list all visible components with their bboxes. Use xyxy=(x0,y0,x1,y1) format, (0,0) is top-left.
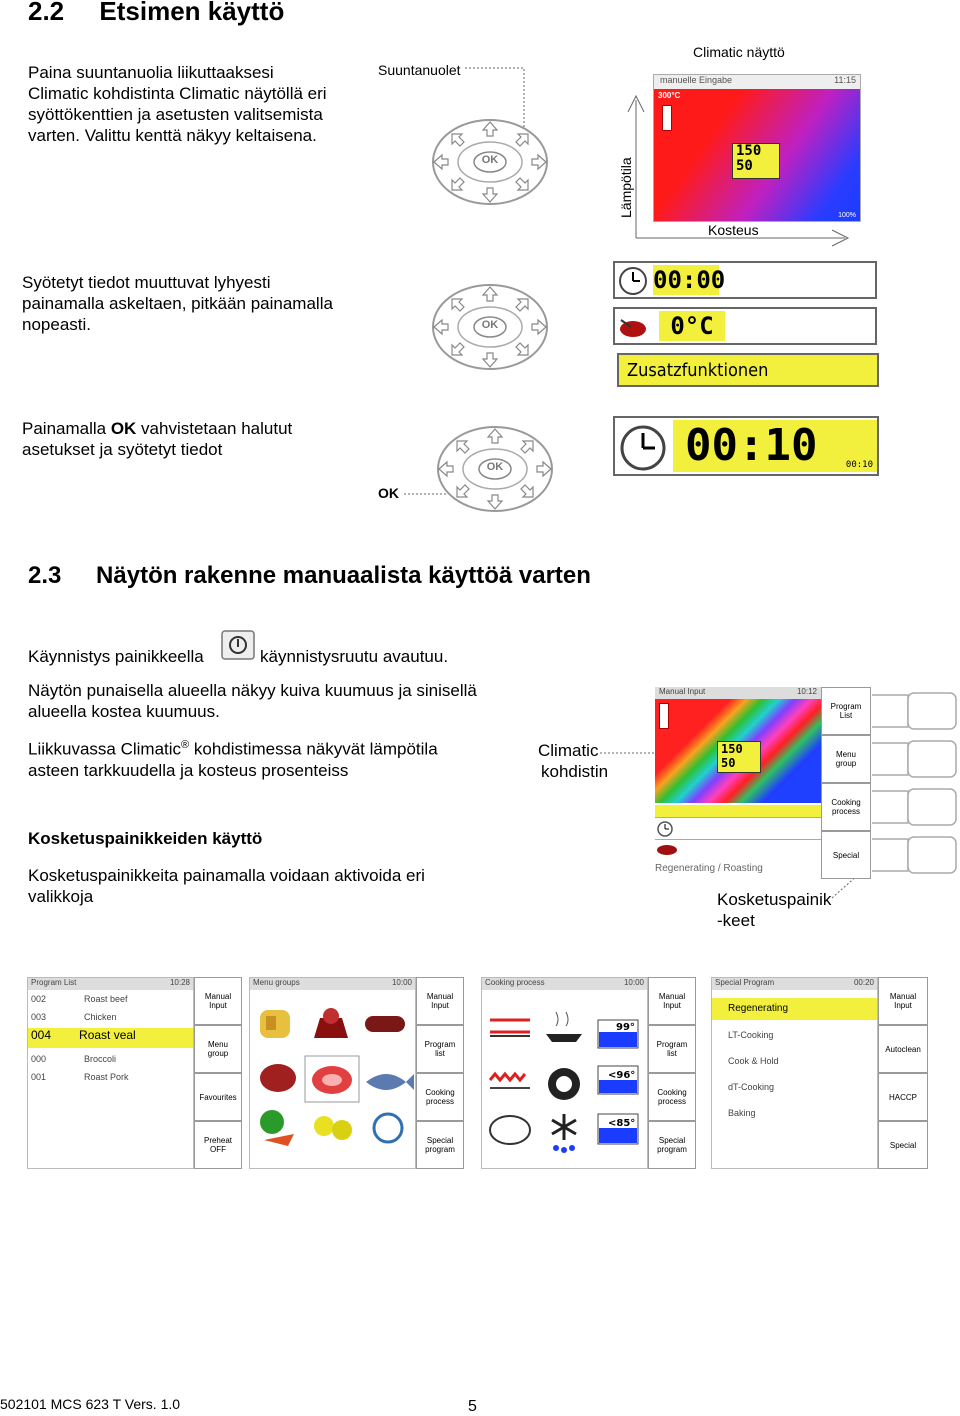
text-line: varten. Valittu kenttä näkyy keltaisena. xyxy=(28,126,317,145)
core-temp-row[interactable] xyxy=(655,819,821,840)
manual-input-button[interactable] xyxy=(648,977,696,1025)
special-program-button[interactable] xyxy=(416,1121,464,1169)
pan-fry-icon xyxy=(546,1012,582,1042)
program-number: 003 xyxy=(31,1012,47,1022)
steam-plate-icon xyxy=(548,1068,580,1100)
button-line: OFF xyxy=(210,1145,226,1154)
button-line: Input xyxy=(209,1001,227,1010)
poultry-icon xyxy=(260,1064,296,1092)
fish-icon xyxy=(366,1074,414,1090)
screen-title: Cooking process xyxy=(485,978,545,987)
button-line: program xyxy=(657,1145,687,1154)
button-line: Input xyxy=(663,1001,681,1010)
start-text-post: käynnistysruutu avautuu. xyxy=(260,647,449,666)
program-number: 004 xyxy=(31,1028,52,1042)
ok-emphasis: OK xyxy=(110,419,137,438)
touch-keys-heading: Kosketuspainikkeiden käyttö xyxy=(28,829,263,848)
button-line: process xyxy=(831,807,860,816)
program-list-button[interactable] xyxy=(416,1025,464,1073)
program-name[interactable]: Roast beef xyxy=(84,994,128,1004)
touch-key-outlines xyxy=(872,687,960,879)
button-line: Manual xyxy=(658,992,686,1001)
text-line: Syötetyt tiedot muuttuvat lyhyesti xyxy=(22,273,271,292)
screen-time: 10:00 xyxy=(623,978,644,987)
haccp-button[interactable] xyxy=(878,1073,928,1121)
screen-title: Program List xyxy=(31,978,77,987)
cooking-process-screen xyxy=(481,977,648,1169)
program-list-button[interactable] xyxy=(821,687,871,735)
heat-icon xyxy=(490,1074,530,1088)
button-line: Preheat xyxy=(203,1136,233,1145)
button-line: list xyxy=(667,1049,677,1058)
special-program-name[interactable]: dT-Cooking xyxy=(728,1082,775,1092)
humidity-axis-label: Kosteus xyxy=(708,222,759,238)
menu-group-button[interactable] xyxy=(821,735,871,783)
cursor-temp: 150 xyxy=(721,742,743,756)
menu-group-icons xyxy=(250,990,416,1168)
button-line: Favourites xyxy=(199,1092,237,1102)
program-name: Roast veal xyxy=(79,1028,136,1042)
ok-button-label[interactable]: OK xyxy=(481,319,499,331)
button-line: Cooking xyxy=(425,1088,455,1097)
program-number: 002 xyxy=(31,994,47,1004)
cursor-temp: 150 xyxy=(736,143,762,159)
page-number: 5 xyxy=(468,1398,477,1415)
temperature-axis-label: Lämpötila xyxy=(618,157,634,218)
button-line: process xyxy=(425,1097,454,1106)
grill-icon xyxy=(490,1020,530,1036)
cooking-process-button[interactable] xyxy=(648,1073,696,1121)
section-title: Etsimen käyttö xyxy=(99,0,285,26)
arrow-keys-label: Suuntanuolet xyxy=(378,62,461,78)
text-line: Kosketuspainikkeita painamalla voidaan aktivoida eri xyxy=(28,866,425,885)
program-number: 001 xyxy=(31,1072,47,1082)
big-timer-value: 00:10 xyxy=(685,420,818,471)
touch-keys-description xyxy=(28,865,425,907)
text-line: Climatic kohdistinta Climatic näytöllä eri xyxy=(28,84,327,103)
text-line: painamalla askeltaen, pitkään painamalla xyxy=(22,294,333,313)
sausage-icon xyxy=(365,1016,405,1032)
text-line: syöttökenttien ja asetusten valitsemista xyxy=(28,105,323,124)
frost-icon xyxy=(552,1114,576,1153)
button-line: Manual xyxy=(426,992,454,1001)
button-line: group xyxy=(835,759,857,768)
ok-button-label[interactable]: OK xyxy=(481,154,499,166)
section-title: Näytön rakenne manuaalista käyttöä varten xyxy=(96,562,591,589)
clock-icon xyxy=(655,819,675,839)
program-name[interactable]: Broccoli xyxy=(84,1054,117,1064)
program-list-button[interactable] xyxy=(648,1025,696,1073)
button-line: Menu xyxy=(835,750,856,759)
climatic-cursor[interactable] xyxy=(717,741,761,773)
core-probe-icon xyxy=(657,845,677,855)
bread-icon xyxy=(490,1116,530,1144)
climatic-display-label: Climatic näyttö xyxy=(693,44,785,60)
core-temp-value: 0°C xyxy=(659,311,725,341)
cooking-process-button[interactable] xyxy=(416,1073,464,1121)
special-program-name[interactable]: LT-Cooking xyxy=(728,1030,774,1040)
button-line: group xyxy=(207,1049,229,1058)
screen-time: 00:20 xyxy=(853,978,874,987)
cake-icon xyxy=(314,1008,348,1038)
screen-title: Manual Input xyxy=(659,687,706,696)
text-line: valikkoja xyxy=(28,887,94,906)
pasta-icon xyxy=(260,1010,290,1038)
meat-icon xyxy=(312,1066,352,1094)
ok-label: OK xyxy=(378,485,399,501)
button-line: Program xyxy=(830,702,862,711)
max-temp-label: 300°C xyxy=(658,91,681,100)
button-line: HACCP xyxy=(888,1092,917,1102)
manual-input-button[interactable] xyxy=(194,977,242,1025)
screen-title: Special Program xyxy=(715,978,775,987)
program-name[interactable]: Roast Pork xyxy=(84,1072,129,1082)
touch-keys-label xyxy=(717,889,831,931)
screen-time: 10:28 xyxy=(169,978,190,987)
button-line: Program xyxy=(656,1040,688,1049)
button-line: Special xyxy=(889,1140,917,1150)
dessert-icon xyxy=(374,1114,402,1142)
timer-value: 00:00 xyxy=(653,266,726,294)
button-line: Menu xyxy=(207,1040,228,1049)
manual-input-button[interactable] xyxy=(878,977,928,1025)
section-number: 2.3 xyxy=(28,562,62,589)
autoclean-button[interactable] xyxy=(878,1025,928,1073)
button-line: Input xyxy=(431,1001,449,1010)
text-line: Climatic xyxy=(538,741,599,760)
special-program-button[interactable] xyxy=(648,1121,696,1169)
special-button[interactable] xyxy=(821,831,871,879)
text-line: kohdistin xyxy=(541,762,609,781)
favourites-button[interactable] xyxy=(194,1073,242,1121)
screen-time: 10:00 xyxy=(391,978,412,987)
button-line: Manual xyxy=(204,992,232,1001)
vegetable-icon xyxy=(260,1110,294,1146)
text-line: Näytön punaisella alueella näkyy kuiva kuumuus ja sinisellä xyxy=(28,681,477,700)
special-program-screen xyxy=(711,977,878,1169)
button-line: Special xyxy=(426,1136,454,1145)
button-line: process xyxy=(657,1097,686,1106)
extra-functions-label: Zusatzfunktionen xyxy=(627,360,769,381)
potato-icon xyxy=(314,1116,352,1140)
ok-button-label[interactable]: OK xyxy=(486,461,504,473)
special-program-name: Regenerating xyxy=(728,1003,789,1014)
text-fragment: Liikkuvassa Climatic xyxy=(28,739,182,759)
screen-time: 10:12 xyxy=(796,687,817,696)
thermometer-icon xyxy=(659,703,669,729)
button-line: List xyxy=(839,711,853,720)
program-number: 000 xyxy=(31,1054,47,1064)
button-line: Special xyxy=(658,1136,686,1145)
start-text-pre: Käynnistys painikkeella xyxy=(28,647,204,666)
humidity-max-label: 100% xyxy=(838,212,856,219)
big-timer-small-value: 00:10 xyxy=(845,460,873,470)
button-line: Cooking xyxy=(831,798,861,807)
button-line: Special xyxy=(832,850,860,860)
program-list-screen xyxy=(27,977,194,1169)
cooking-process-icons xyxy=(482,990,648,1168)
timer-row[interactable] xyxy=(655,805,821,818)
button-line: list xyxy=(435,1049,445,1058)
menu-groups-screen xyxy=(249,977,416,1169)
text-line: Paina suuntanuolia liikuttaaksesi xyxy=(28,63,274,82)
cooking-process-button[interactable] xyxy=(821,783,871,831)
special-program-name[interactable]: Cook & Hold xyxy=(728,1056,779,1066)
special-button[interactable] xyxy=(878,1121,928,1169)
button-line: Input xyxy=(894,1001,912,1010)
text-line: asetukset ja syötetyt tiedot xyxy=(22,440,223,459)
registered-mark: ® xyxy=(181,739,190,751)
text-line: -keet xyxy=(717,911,755,930)
special-program-name[interactable]: Baking xyxy=(728,1108,756,1118)
button-line: Manual xyxy=(889,992,917,1001)
manual-input-button[interactable] xyxy=(416,977,464,1025)
button-line: Program xyxy=(424,1040,456,1049)
text-line: alueella kostea kuumuus. xyxy=(28,702,220,721)
menu-group-button[interactable] xyxy=(194,1025,242,1073)
screen-footer: Regenerating / Roasting xyxy=(655,863,763,874)
temp-85: <85° xyxy=(608,1118,636,1129)
selected-program-row[interactable] xyxy=(28,1028,194,1048)
temp-99: 99° xyxy=(616,1022,635,1033)
display-title: manuelle Eingabe xyxy=(660,75,733,85)
text-line: asteen tarkkuudella ja kosteus prosenteiss xyxy=(28,760,349,780)
cursor-humidity: 50 xyxy=(721,756,736,770)
text-fragment: vahvistetaan halutut xyxy=(136,419,293,438)
cursor-humidity: 50 xyxy=(736,158,753,174)
text-line: nopeasti. xyxy=(22,315,91,334)
button-line: Cooking xyxy=(657,1088,687,1097)
start-screen xyxy=(655,687,821,877)
selected-special-row[interactable] xyxy=(712,998,878,1020)
screen-title: Menu groups xyxy=(253,978,300,987)
preheat-off-button[interactable] xyxy=(194,1121,242,1169)
button-line: program xyxy=(425,1145,455,1154)
program-name[interactable]: Chicken xyxy=(84,1012,117,1022)
document-id: 502101 MCS 623 T Vers. 1.0 xyxy=(0,1396,181,1412)
text-line: Kosketuspainik xyxy=(717,890,832,909)
text-fragment: Painamalla xyxy=(22,419,111,438)
display-time: 11:15 xyxy=(834,75,856,85)
text-fragment: kohdistimessa näkyvät lämpötila xyxy=(189,739,438,759)
button-line: Autoclean xyxy=(885,1044,921,1054)
temp-96: <96° xyxy=(608,1070,636,1081)
section-number: 2.2 xyxy=(28,0,65,26)
